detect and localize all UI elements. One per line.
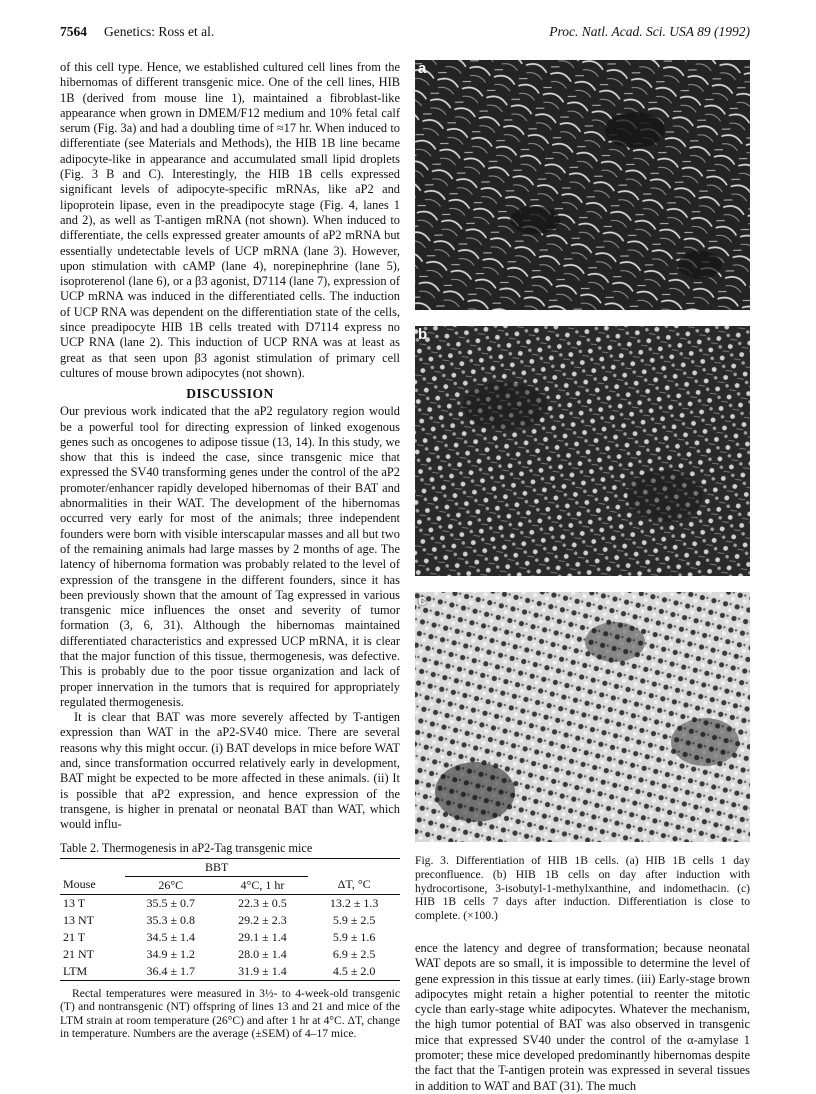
micrograph-panel-b [415, 326, 750, 576]
micrograph-panel-a [415, 60, 750, 310]
micrograph-image-b [415, 326, 750, 576]
panel-label-c: c [418, 592, 427, 609]
table-cell: 35.5 ± 0.7 [146, 895, 196, 910]
table-cell: 13 NT [63, 912, 94, 927]
micrograph-image-c [415, 592, 750, 842]
micrograph-image-a [415, 60, 750, 310]
journal-citation: Proc. Natl. Acad. Sci. USA 89 (1992) [549, 24, 750, 39]
page-number: 7564 [60, 24, 87, 39]
body-paragraph: Our previous work indicated that the aP2 regulatory region would be a powerful tool for directing expression of linked exogenous genes such as oncogenes to adipose tissue (13, 14). In this study, we show that this is indeed the case, since transgenic mice that expressed the SV40 transforming genes under the control of the aP2 promoter/enhancer rapidly developed hibernomas of their BAT and abnormalities in their WAT. The development of the hibernomas occurred very early for most of the animals; three independent founders were born with visible interscapular masses and all but two of the remaining animals had large masses by 2 months of age. The latency of hibernoma formation was probably related to the level of expression of the transgene in the different founders, since it has been previously shown that the amount of Tag expressed in various transgenic mice influences the onset and severity of tumor formation (3, 6, 31). Although the hibernomas maintained differentiated characteristics and expressed UCP mRNA, it is clear that the major function of this tissue, thermogenesis, was defective. This is probably due to the poor tissue organization and lack of proper innervation in the tumors that is required for appropriately regulated thermogenesis. [60, 404, 400, 709]
table-col-header: ΔT, °C [337, 877, 371, 892]
right-column [415, 60, 750, 1094]
table-col-header: 26°C [158, 877, 184, 892]
table-footnote: Rectal temperatures were measured in 3½- to 4-week-old transgenic (T) and nontransgenic (NT) offspring of lines 13 and 21 and mice of the LTM strain at room temperature (26°C) and after 1 hr at 4°C. ΔT, change in temperature. Numbers are the average (±SEM) of 4–17 mice. [60, 986, 400, 1041]
table-row [60, 963, 400, 981]
table-cell: 21 T [63, 929, 86, 944]
table-row [60, 946, 400, 963]
table-row [60, 929, 400, 946]
table-cell: 5.9 ± 1.6 [332, 929, 376, 944]
table-cell: 29.1 ± 1.4 [238, 929, 287, 944]
running-head-section: Genetics: Ross et al. [104, 24, 215, 39]
table-cell: 22.3 ± 0.5 [238, 895, 287, 910]
table-col-header: Mouse [63, 877, 96, 892]
table-cell: 4.5 ± 2.0 [332, 963, 376, 978]
discussion-heading: DISCUSSION [186, 386, 274, 402]
table-header-spacer [60, 858, 125, 876]
body-paragraph: of this cell type. Hence, we established cultured cell lines from the hibernomas of different transgenic mice. One of the cell lines, HIB 1B (derived from mouse line 1), maintained a fibroblast-like appearance when grown in DMEM/F12 medium and 10% fetal calf serum (Fig. 3a) and had a doubling time of ≈17 hr. When induced to differentiate (see Materials and Methods), the HIB 1B line became adipocyte-like in appearance and accumulated small lipid droplets (Fig. 3 B and C). Interestingly, the HIB 1B cells expressed significant levels of adipocyte-specific mRNAs, like aP2 and lipoprotein lipase, even in the preadipocyte stage (Fig. 4, lanes 1 and 2), as well as T-antigen mRNA (not shown). When induced to differentiate, the cells expressed greater amounts of aP2 mRNA but essentially undetectable levels of UCP mRNA (lane 3). However, upon stimulation with cAMP (lane 4), norepinephrine (lane 5), isoproterenol (lane 6), or a β3 agonist, D7114 (lane 7), expression of UCP mRNA was induced in the differentiated cells. The induction of UCP RNA was dependent on the differentiation state of the cells, since preadipocyte HIB 1B cells treated with D7114 express no UCP RNA (lane 2). This induction of UCP RNA was at least as great as that seen upon β3 agonist stimulation of primary cell cultures of mouse brown adipocytes (not shown). [60, 60, 400, 380]
table-2 [60, 841, 400, 1041]
body-paragraph: ence the latency and degree of transformation; because neonatal WAT depots are so small, it is impossible to determine the level of gene expression in this tissue at early times. (iii) Early-stage brown adipocytes might retain a higher potential to reenter the mitotic cycle than early-stage white adipocytes. Whatever the mechanism, the high tumor potential of BAT was also observed in transgenic mice that expressed SV40 under the control of the α-amylase 1 promoter; these mice developed predominantly hibernomas despite the fact that the T-antigen protein was expressed in several tissues in addition to WAT and BAT (31). The much [415, 940, 750, 1093]
table-cell: 5.9 ± 2.5 [332, 912, 376, 927]
table-cell: 13 T [63, 895, 86, 910]
figure-caption: Fig. 3. Differentiation of HIB 1B cells. (a) HIB 1B cells 1 day preconfluence. (b) HIB 1B cells on day after induction with hydrocortisone, 3-isobutyl-1-methylxanthine, and indomethacin. (c) HIB 1B cells 7 days after induction. Differentiation is close to complete. (×100.) [415, 854, 750, 923]
table-header-spacer [308, 858, 400, 876]
table-cell: 28.0 ± 1.4 [238, 946, 287, 961]
table-cell: 13.2 ± 1.3 [329, 895, 379, 910]
micrograph-panel-c [415, 592, 750, 842]
table-row [60, 912, 400, 929]
table-cell: 31.9 ± 1.4 [238, 963, 287, 978]
table-cell: 29.2 ± 2.3 [238, 912, 287, 927]
table-cell: 35.3 ± 0.8 [146, 912, 196, 927]
table-cell: 21 NT [63, 946, 94, 961]
body-paragraph: It is clear that BAT was more severely affected by T-antigen expression than WAT in the aP2-SV40 mice. There are several reasons why this might occur. (i) BAT develops in mice before WAT and, since transformation occurred relatively early in development, BAT might be expected to be more affected in these animals. (ii) It is possible that aP2 expression, and hence expression of the transgene, is higher in prenatal or neonatal BAT than WAT, which would influ- [60, 710, 400, 832]
table-col-header: 4°C, 1 hr [240, 877, 285, 892]
table-cell: 34.9 ± 1.2 [146, 946, 196, 961]
page-header [60, 24, 750, 46]
table-title: Table 2. Thermogenesis in aP2-Tag transgenic mice [60, 840, 313, 855]
thermogenesis-table [60, 858, 400, 981]
table-group-header: BBT [125, 858, 308, 876]
panel-label-b: b [418, 326, 428, 343]
table-row [60, 894, 400, 912]
table-cell: LTM [63, 963, 88, 978]
table-cell: 6.9 ± 2.5 [332, 946, 376, 961]
left-column [60, 60, 400, 1053]
panel-label-a: a [418, 60, 427, 77]
table-cell: 34.5 ± 1.4 [146, 929, 196, 944]
table-cell: 36.4 ± 1.7 [146, 963, 196, 978]
